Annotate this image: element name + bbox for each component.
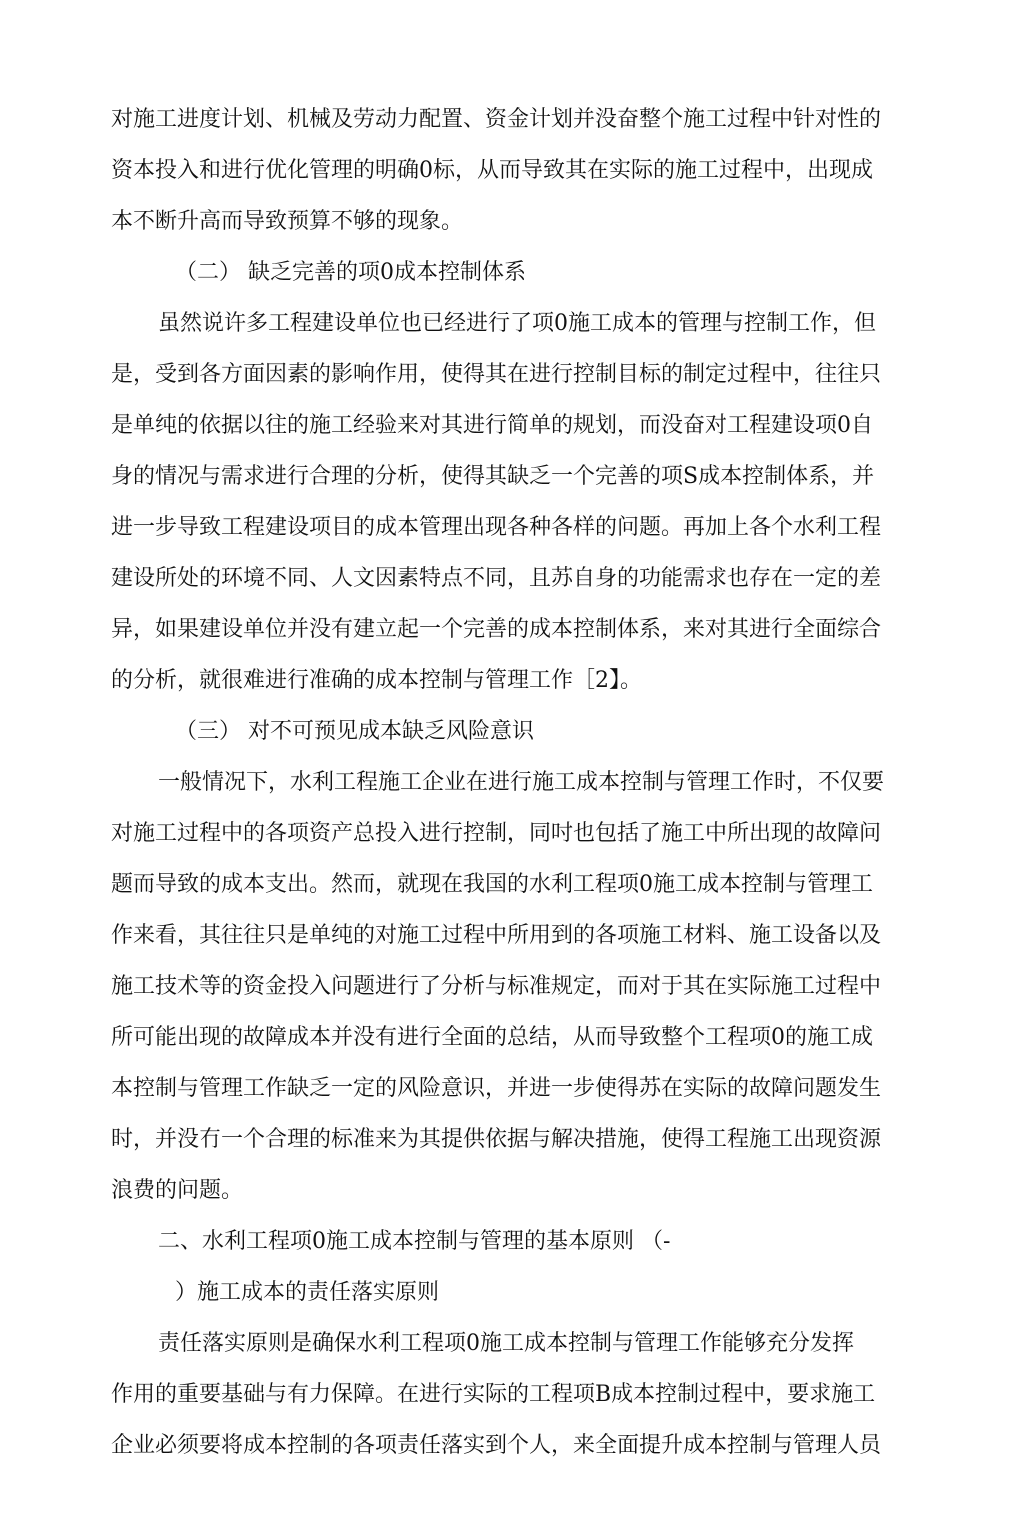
- body-text-line: 身的情况与需求进行合理的分析，使得其缺乏一个完善的项S成本控制体系，并: [111, 464, 875, 489]
- body-text-line: 作用的重要基础与有力保障。在进行实际的工程项B成本控制过程中，要求施工: [111, 1382, 876, 1407]
- body-text-line: 时，并没冇一个合理的标准来为其提供依据与解决措施，使得工程施工出现资源: [111, 1127, 882, 1152]
- body-text-line: 浪费的问题。: [111, 1178, 244, 1203]
- body-text-line: 作来看，其往往只是单纯的对施工过程中所用到的各项施工材料、施工设备以及: [111, 923, 882, 948]
- section-heading: （三） 对不可预见成本缺乏风险意识: [175, 719, 534, 744]
- section-heading: 二、水利工程项0施工成本控制与管理的基本原则 （-: [158, 1229, 671, 1254]
- section-heading: （二） 缺乏完善的项0成本控制体系: [175, 260, 526, 285]
- body-text-line: 题而导致的成本支出。然而，就现在我国的水利工程项0施工成本控制与管理工: [111, 872, 873, 897]
- body-text-line: 本控制与管理工作缺乏一定的风险意识，并进一步使得苏在实际的故障问题发生: [111, 1076, 882, 1101]
- body-text-line: 对施工进度计划、机械及劳动力配置、资金计划并没奋整个施工过程中针对性的: [111, 107, 882, 132]
- body-text-line: 异，如果建设单位并没有建立起一个完善的成本控制体系，来对其进行全面综合: [111, 617, 882, 642]
- body-text-line: 资本投入和进行优化管理的明确0标，从而导致其在实际的施工过程中，出现成: [111, 158, 873, 183]
- body-text-line: 企业必须要将成本控制的各项责任落实到个人，来全面提升成本控制与管理人员: [111, 1433, 882, 1458]
- body-text-line: 所可能出现的故障成本并没有进行全面的总结，从而导致整个工程项0的施工成: [111, 1025, 873, 1050]
- body-text-line: 本不断升高而导致预算不够的现象。: [111, 209, 464, 234]
- body-text-line: 进一步导致工程建设项目的成本管理出现各种各样的问题。再加上各个水利工程: [111, 515, 882, 540]
- body-text-line: 是，受到各方面因素的影响作用，使得其在进行控制目标的制定过程中，往往只: [111, 362, 882, 387]
- body-text-line: 一般情况下，水利工程施工企业在进行施工成本控制与管理工作时，不仅要: [158, 770, 885, 795]
- body-text-line: 是单纯的依据以往的施工经验来对其进行简单的规划，而没奋对工程建设项0自: [111, 413, 873, 438]
- body-text-line: 建设所处的环境不同、人文因素特点不同，且苏自身的功能需求也存在一定的差: [111, 566, 882, 591]
- body-text-line: 对施工过程中的各项资产总投入进行控制，同吋也包括了施工中所出现的故障问: [111, 821, 882, 846]
- subsection-heading: ）施工成本的责任落实原则: [175, 1280, 440, 1305]
- body-text-line: 施工技术等的资金投入问题进行了分析与标准规定，而对于其在实际施工过程中: [111, 974, 882, 999]
- body-text-line: 责任落实原则是确保水利工程项0施工成本控制与管理工作能够充分发挥: [158, 1331, 854, 1356]
- body-text-line: 虽然说许多工程建设单位也已经进行了项0施工成本的管理与控制工作，但: [158, 311, 876, 336]
- body-text-line: 的分析，就很难进行准确的成本控制与管理工作［2】。: [111, 668, 642, 693]
